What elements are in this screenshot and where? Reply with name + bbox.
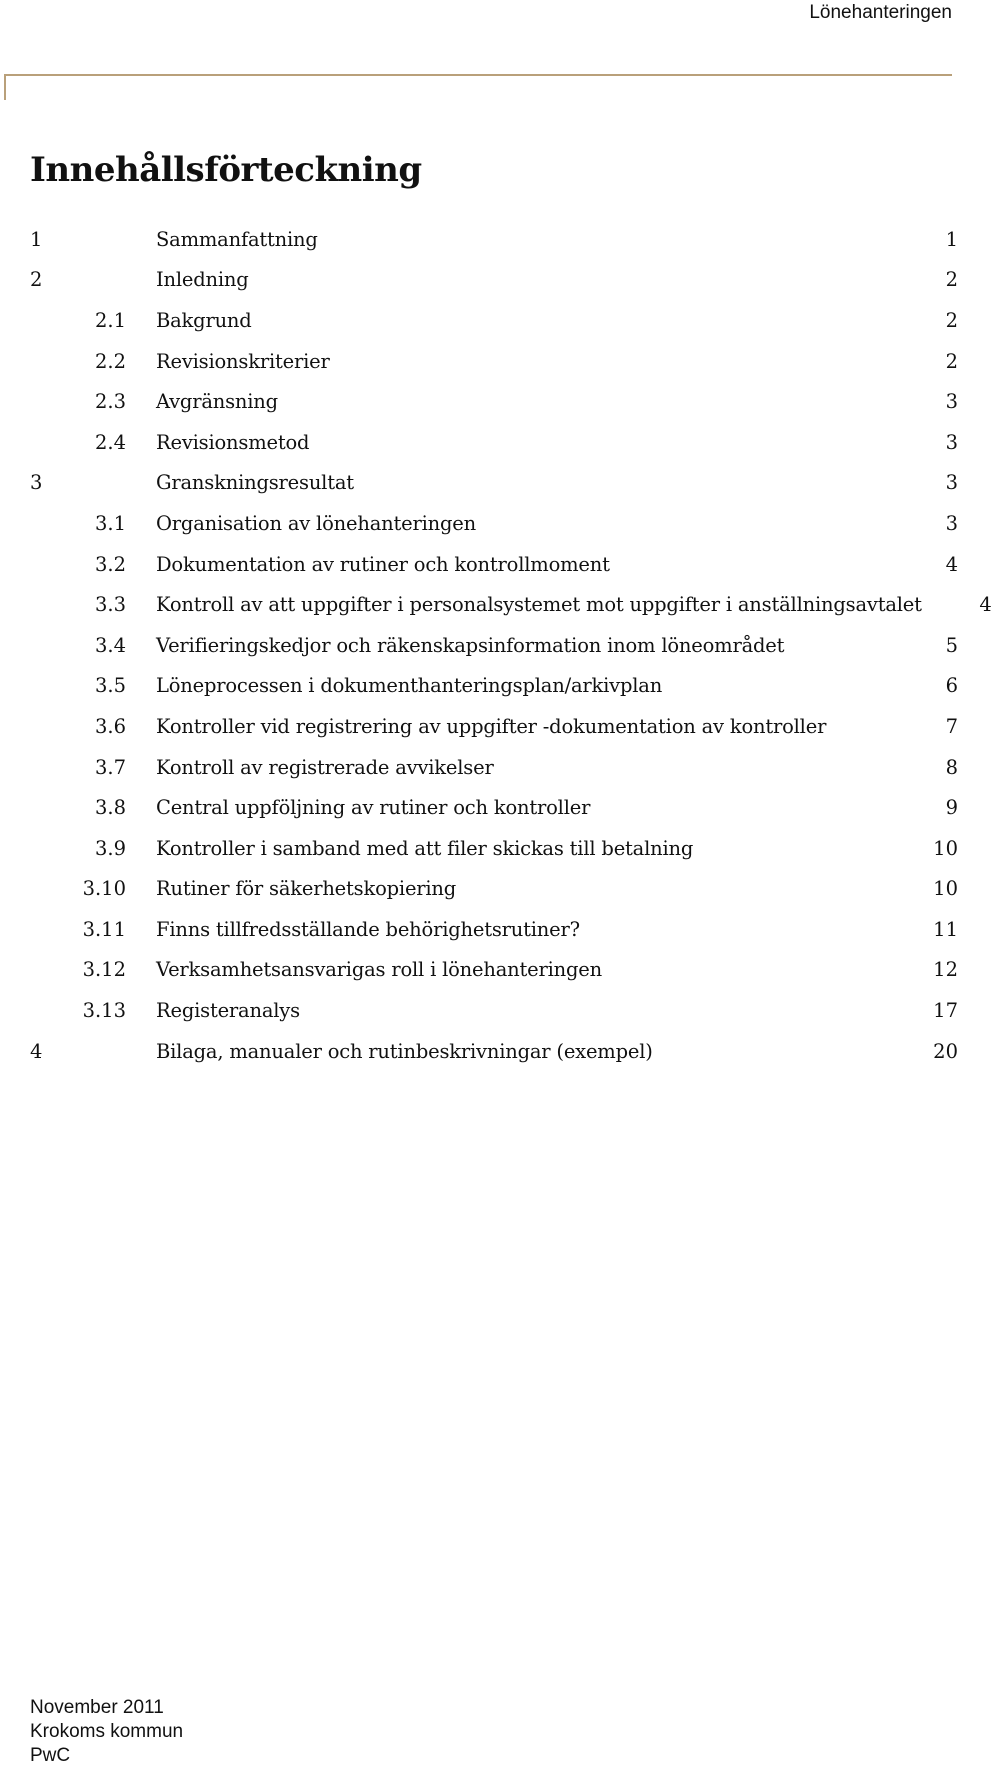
toc-entry-number: 3.10 — [82, 877, 126, 901]
toc-entry[interactable] — [30, 219, 960, 260]
toc-entry-title: Organisation av lönehanteringen — [156, 511, 476, 535]
toc-entry-page: 5 — [945, 633, 958, 657]
toc-entry[interactable] — [30, 260, 960, 301]
toc-title: Innehållsförteckning — [30, 150, 422, 190]
toc-entry-title: Bakgrund — [156, 308, 252, 332]
toc-entry-page: 10 — [933, 836, 958, 860]
toc-entry-title: Sammanfattning — [156, 227, 318, 251]
footer-firm: PwC — [30, 1745, 71, 1766]
toc-entry-number: 3 — [30, 471, 43, 495]
toc-entry-title: Bilaga, manualer och rutinbeskrivningar (exempel) — [156, 1039, 653, 1063]
toc-entry-number: 3.7 — [94, 755, 126, 779]
toc-entry-number: 3.8 — [94, 796, 126, 820]
toc-entry-title: Finns tillfredsställande behörighetsrutiner? — [156, 917, 580, 941]
toc-entry-number: 3.9 — [94, 836, 126, 860]
toc-entry-title: Granskningsresultat — [156, 471, 354, 495]
toc-entry-title: Kontroll av registrerade avvikelser — [156, 755, 494, 779]
toc-entry-number: 3.3 — [94, 593, 126, 617]
toc-entry-number: 2.4 — [94, 430, 126, 454]
toc-entry[interactable] — [30, 544, 960, 585]
toc-entry-title: Kontroller vid registrering av uppgifter -dokumentation av kontroller — [156, 714, 827, 738]
toc-entry[interactable] — [30, 300, 960, 341]
toc-entry[interactable] — [30, 869, 960, 910]
footer-organization: Krokoms kommun — [30, 1721, 184, 1742]
toc-entry-number: 1 — [30, 227, 43, 251]
footer-date: November 2011 — [30, 1697, 164, 1718]
toc-entry-page: 17 — [933, 999, 958, 1023]
toc-entry[interactable] — [30, 787, 960, 828]
toc-entry-page: 3 — [945, 511, 958, 535]
toc-entry-page: 10 — [933, 877, 958, 901]
toc-entry[interactable] — [30, 341, 960, 382]
toc-entry-title: Inledning — [156, 268, 249, 292]
toc-entry-page: 20 — [933, 1039, 958, 1063]
toc-entry[interactable] — [30, 381, 960, 422]
toc-entry-page: 2 — [945, 308, 958, 332]
toc-entry-page: 4 — [979, 593, 992, 617]
toc-entry[interactable] — [30, 1031, 960, 1072]
toc-entry-page: 12 — [933, 958, 958, 982]
toc-entry-number: 3.1 — [94, 511, 126, 535]
toc-entry-title: Revisionsmetod — [156, 430, 310, 454]
header-rule — [4, 74, 952, 76]
toc-entry-title: Löneprocessen i dokumenthanteringsplan/arkivplan — [156, 674, 663, 698]
running-header-title: Lönehanteringen — [809, 2, 952, 23]
header-rule-tick — [4, 74, 6, 100]
toc-entry-number: 3.12 — [82, 958, 126, 982]
toc-entry-number: 2.2 — [94, 349, 126, 373]
toc-entry[interactable] — [30, 503, 960, 544]
toc-entry-title: Dokumentation av rutiner och kontrollmoment — [156, 552, 610, 576]
toc-entry-page: 2 — [945, 349, 958, 373]
toc-entry-page: 8 — [945, 755, 958, 779]
toc-entry-number: 3.13 — [82, 999, 126, 1023]
toc-entry-page: 3 — [945, 430, 958, 454]
toc-entry-number: 4 — [30, 1039, 43, 1063]
toc-entry-number: 3.11 — [82, 917, 126, 941]
toc-entry-title: Avgränsning — [156, 390, 278, 414]
toc-entry-title: Rutiner för säkerhetskopiering — [156, 877, 457, 901]
toc-entry-number: 3.6 — [94, 714, 126, 738]
toc-entry[interactable] — [30, 706, 960, 747]
toc-entry-title: Kontroll av att uppgifter i personalsystemet mot uppgifter i anställningsavtalet — [156, 593, 922, 617]
toc-entry-title: Verksamhetsansvarigas roll i lönehanteringen — [156, 958, 603, 982]
toc-entry[interactable] — [30, 909, 960, 950]
toc-entry-title: Kontroller i samband med att filer skickas till betalning — [156, 836, 694, 860]
toc-entry[interactable] — [30, 666, 960, 707]
toc-entry-number: 3.5 — [94, 674, 126, 698]
toc-entry[interactable] — [30, 990, 960, 1031]
toc-entry-title: Verifieringskedjor och räkenskapsinformation inom löneområdet — [156, 633, 785, 657]
toc-entry-title: Revisionskriterier — [156, 349, 330, 373]
toc-entry-page: 2 — [945, 268, 958, 292]
toc-entry[interactable] — [30, 747, 960, 788]
toc-entry[interactable] — [30, 422, 960, 463]
toc-entry-page: 7 — [945, 714, 958, 738]
toc-entry-number: 2.3 — [94, 390, 126, 414]
toc-entry-number: 3.4 — [94, 633, 126, 657]
toc-entry-page: 6 — [945, 674, 958, 698]
table-of-contents — [30, 219, 992, 1071]
toc-entry-page: 11 — [933, 917, 958, 941]
toc-entry[interactable] — [30, 950, 960, 991]
toc-entry-page: 3 — [945, 390, 958, 414]
toc-entry-number: 3.2 — [94, 552, 126, 576]
page-footer — [30, 1696, 183, 1768]
toc-entry-page: 3 — [945, 471, 958, 495]
toc-entry-title: Central uppföljning av rutiner och kontroller — [156, 796, 591, 820]
toc-entry-page: 4 — [945, 552, 958, 576]
toc-entry[interactable] — [30, 584, 992, 625]
toc-entry[interactable] — [30, 625, 960, 666]
toc-entry-number: 2.1 — [94, 308, 126, 332]
toc-entry-title: Registeranalys — [156, 999, 300, 1023]
toc-entry[interactable] — [30, 828, 960, 869]
toc-entry-page: 1 — [945, 227, 958, 251]
toc-entry-number: 2 — [30, 268, 43, 292]
toc-entry-page: 9 — [945, 796, 958, 820]
toc-entry[interactable] — [30, 463, 960, 504]
